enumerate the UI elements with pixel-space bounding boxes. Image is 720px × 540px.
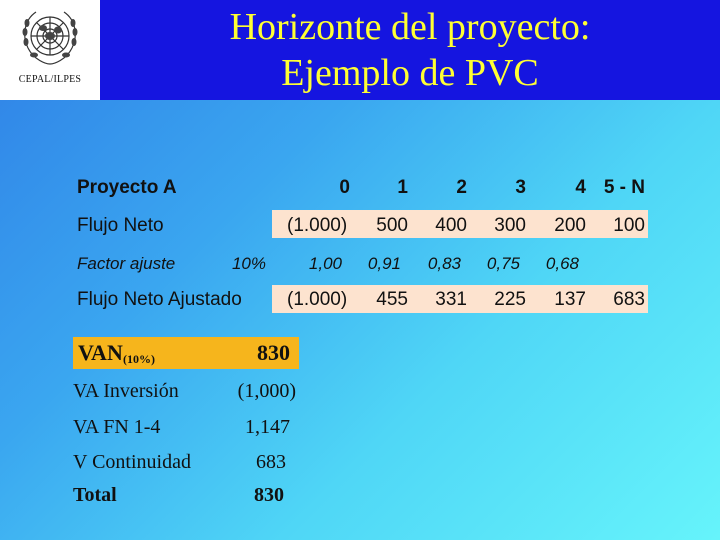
un-emblem-icon [16, 6, 84, 72]
period-header: 4 [575, 177, 586, 198]
table-cell: 1,00 [308, 254, 342, 273]
summary-value: 683 [256, 451, 286, 473]
period-header: 2 [456, 177, 467, 198]
header-bar [0, 0, 720, 100]
table-cell: 455 [376, 289, 408, 310]
table-label: Proyecto A [77, 177, 177, 198]
van-subscript: (10%) [123, 352, 155, 366]
summary-label: VA Inversión [73, 380, 179, 402]
summary-value: (1,000) [237, 380, 296, 402]
period-header: 5 - N [603, 177, 645, 198]
table-cell: 100 [613, 215, 645, 236]
period-header: 3 [515, 177, 526, 198]
table-cell: 137 [554, 289, 586, 310]
table-cell: 331 [435, 289, 467, 310]
van-label: VAN [78, 340, 123, 365]
row-label-factor-ajuste: Factor ajuste [77, 254, 176, 273]
table-cell: 0,91 [367, 254, 401, 273]
table-cell: 225 [494, 289, 526, 310]
van-value: 830 [257, 340, 290, 365]
summary-label: VA FN 1-4 [73, 416, 161, 438]
slide-title [100, 4, 720, 96]
row-label-flujo-neto: Flujo Neto [77, 215, 164, 236]
table-cell: 500 [376, 215, 408, 236]
table-cell: (1.000) [287, 289, 348, 310]
table-cell: 0,75 [486, 254, 520, 273]
summary-value: 1,147 [245, 416, 290, 438]
table-cell: 400 [435, 215, 467, 236]
row-label-flujo-neto-ajustado: Flujo Neto Ajustado [77, 289, 242, 310]
table-cell: (1.000) [287, 215, 348, 236]
period-header: 0 [339, 177, 350, 198]
title-line-1: Horizonte del proyecto: [229, 6, 591, 48]
summary-label: V Continuidad [73, 451, 191, 473]
table-cell: 300 [494, 215, 526, 236]
logo-panel [0, 0, 100, 100]
period-header: 1 [397, 177, 408, 198]
table-cell: 0,68 [545, 254, 579, 273]
summary-total-value: 830 [254, 484, 284, 506]
table-cell: 683 [613, 289, 645, 310]
summary-total-label: Total [73, 484, 117, 506]
table-cell: 0,83 [427, 254, 461, 273]
title-line-2: Ejemplo de PVC [281, 52, 539, 94]
adjustment-rate: 10% [231, 254, 266, 273]
org-label: CEPAL/ILPES [18, 74, 82, 85]
table-cell: 200 [554, 215, 586, 236]
